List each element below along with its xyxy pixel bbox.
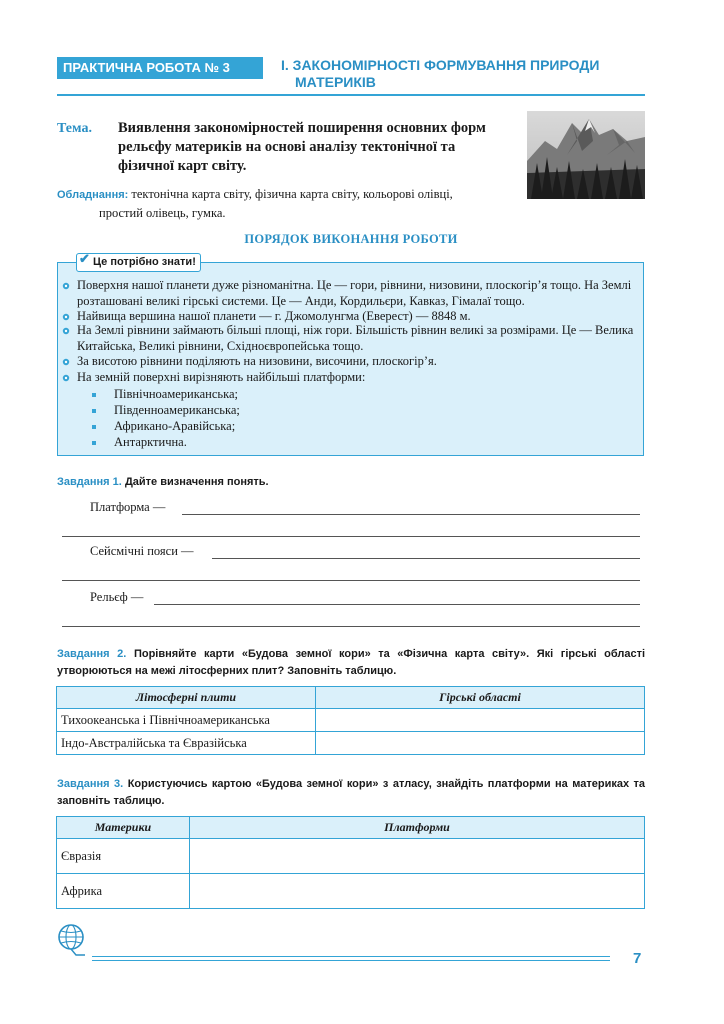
answer-line[interactable] xyxy=(62,626,640,627)
theme-text: Виявлення закономірностей поширення основних форм рельєфу материків на основі аналізу тектонічної та фізичної карт світу. xyxy=(118,120,486,174)
flower-bullet-icon xyxy=(62,327,70,335)
info-item: За висотою рівнини поділяють на низовини, височини, плоскогір’я. xyxy=(62,354,638,370)
table-cell: Індо-Австралійська та Євразійська xyxy=(57,732,316,755)
table-cell: Євразія xyxy=(57,839,190,874)
checkmark-icon: ✔ xyxy=(79,251,90,266)
theme-label: Тема. xyxy=(57,121,92,136)
footer-divider xyxy=(92,956,610,957)
task3-heading: Завдання 3. Користуючись картою «Будова земної кори» з атласу, знайдіть платформи на материках та заповніть таблицю. xyxy=(57,778,646,807)
term-platform-answer-line[interactable] xyxy=(182,514,640,515)
section-title-line2: МАТЕРИКІВ xyxy=(295,74,376,90)
page-number: 7 xyxy=(633,950,642,967)
task1-heading: Завдання 1. Дайте визначення понять. xyxy=(57,476,269,488)
table-answer-cell[interactable] xyxy=(316,709,645,732)
equipment-block xyxy=(57,185,513,222)
platform-item: Північноамериканська; xyxy=(92,387,238,403)
task3-table xyxy=(56,816,645,909)
square-bullet-icon xyxy=(92,441,96,445)
procedure-heading: ПОРЯДОК ВИКОНАННЯ РОБОТИ xyxy=(244,232,458,246)
flower-bullet-icon xyxy=(62,358,70,366)
practical-work-badge: ПРАКТИЧНА РОБОТА № 3 xyxy=(57,57,263,79)
footer-divider xyxy=(92,960,610,961)
flower-bullet-icon xyxy=(62,374,70,382)
task2-heading: Завдання 2. Порівняйте карти «Будова земної кори» та «Фізична карта світу». Які гірські області утворюються на межі літосферних плит? Заповніть таблицю. xyxy=(57,648,646,677)
table-cell: Тихоокеанська і Північноамериканська xyxy=(57,709,316,732)
task2-table xyxy=(56,686,645,755)
equipment-label: Обладнання: xyxy=(57,189,129,201)
globe-icon xyxy=(54,922,88,956)
header-divider xyxy=(57,94,645,96)
answer-line[interactable] xyxy=(62,536,640,537)
table-header: Літосферні плити xyxy=(57,687,316,709)
table-cell: Африка xyxy=(57,874,190,909)
flower-bullet-icon xyxy=(62,282,70,290)
info-item: Поверхня нашої планети дуже різноманітна. Це — гори, рівнини, низовини, плоскогір’я тощо. На Землі розташовані великі гірські системи. Це — Анди, Кордильєри, Кавказ, Гімалаї тощо. xyxy=(62,278,638,309)
term-relief-answer-line[interactable] xyxy=(154,604,640,605)
know-this-tag: Це потрібно знати! xyxy=(76,253,201,272)
section-title-line1: I. ЗАКОНОМІРНОСТІ ФОРМУВАННЯ ПРИРОДИ xyxy=(281,57,600,73)
equipment-line1: тектонічна карта світу, фізична карта світу, кольорові олівці, xyxy=(131,187,453,201)
table-header: Гірські області xyxy=(316,687,645,709)
term-platform-label: Платформа — xyxy=(90,500,166,514)
answer-line[interactable] xyxy=(62,580,640,581)
table-answer-cell[interactable] xyxy=(190,839,645,874)
platform-item: Африкано-Аравійська; xyxy=(92,419,235,435)
table-answer-cell[interactable] xyxy=(316,732,645,755)
info-item: На земній поверхні вирізняють найбільші платформи: xyxy=(62,370,638,386)
platform-item: Південноамериканська; xyxy=(92,403,240,419)
equipment-line2: простий олівець, гумка. xyxy=(99,206,226,220)
flower-bullet-icon xyxy=(62,313,70,321)
term-seismic-label: Сейсмічні пояси — xyxy=(90,544,194,558)
info-item: На Землі рівнини займають більші площі, ніж гори. Більшість рівнин великі за розмірами. Це — Велика Китайська, Великі рівнини, Східноєвропейська тощо. xyxy=(62,323,638,354)
section-title xyxy=(281,57,661,91)
square-bullet-icon xyxy=(92,409,96,413)
term-relief-label: Рельєф — xyxy=(90,590,144,604)
table-header: Платформи xyxy=(190,817,645,839)
square-bullet-icon xyxy=(92,425,96,429)
table-answer-cell[interactable] xyxy=(190,874,645,909)
term-seismic-answer-line[interactable] xyxy=(212,558,640,559)
platform-item: Антарктична. xyxy=(92,435,187,451)
info-item: Найвища вершина нашої планети — г. Джомолунгма (Еверест) — 8848 м. xyxy=(62,309,638,325)
mountain-photo xyxy=(527,111,645,199)
table-header: Материки xyxy=(57,817,190,839)
square-bullet-icon xyxy=(92,393,96,397)
